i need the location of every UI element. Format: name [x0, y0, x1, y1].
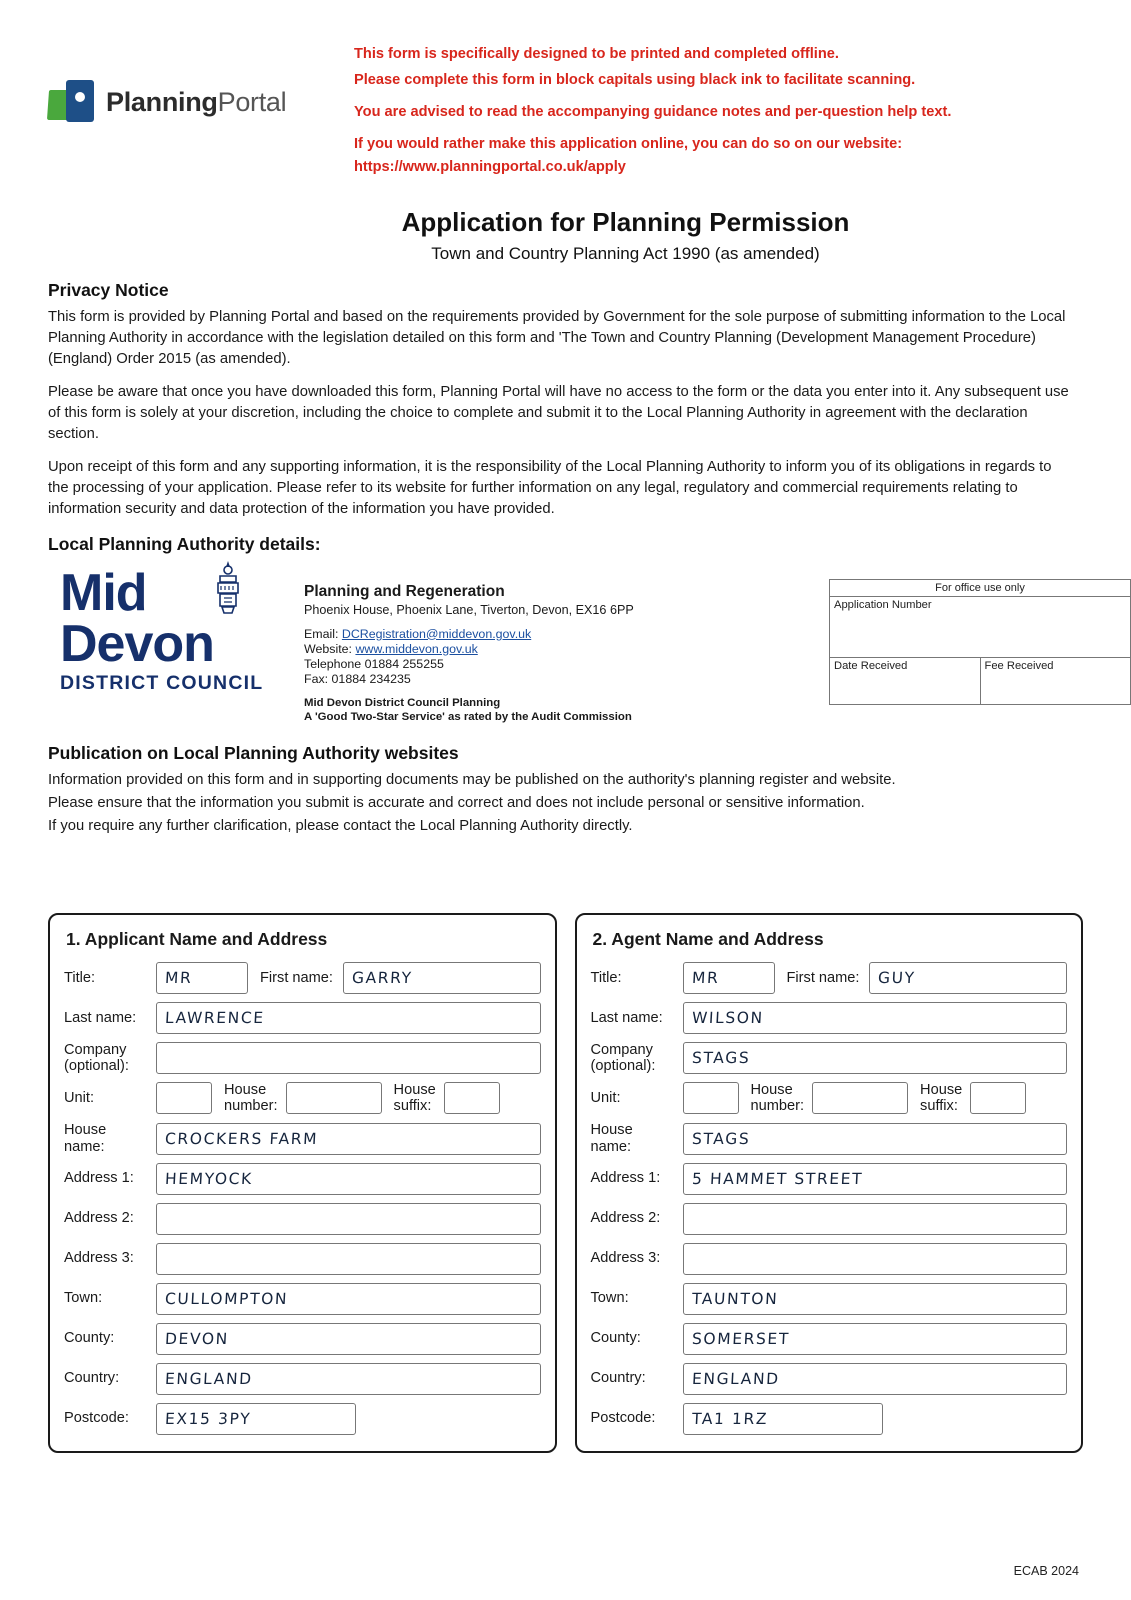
applicant-title-value: MR: [164, 969, 193, 988]
lpa-email-row: [304, 627, 829, 641]
agent-address3-row: [591, 1243, 1068, 1275]
applicant-title-label: Title:: [64, 969, 96, 986]
applicant-county-value: DEVON: [164, 1329, 230, 1348]
applicant-house-name-input[interactable]: [156, 1123, 541, 1155]
agent-house-number-input[interactable]: [812, 1082, 908, 1114]
agent-postcode-value: TA1 1RZ: [691, 1409, 769, 1428]
agent-unit-row: [591, 1082, 1068, 1114]
notice-line-4: If you would rather make this application online, you can do so on our website:: [354, 136, 903, 153]
privacy-heading: Privacy Notice: [48, 279, 169, 300]
lpa-address: Phoenix House, Phoenix Lane, Tiverton, Devon, EX16 6PP: [304, 602, 634, 617]
agent-house-name-label: [591, 1122, 683, 1154]
applicant-county-row: [64, 1323, 541, 1355]
agent-section: [575, 913, 1084, 1452]
applicant-house-number-label: [212, 1082, 286, 1114]
applicant-section: [48, 913, 557, 1452]
agent-address2-row: [591, 1203, 1068, 1235]
applicant-town-input[interactable]: [156, 1283, 541, 1315]
agent-company-row: [591, 1042, 1068, 1074]
publication-paragraph-3: If you require any further clarification, please contact the Local Planning Authority directly.: [48, 818, 633, 835]
office-fee-received-label: Fee Received: [984, 659, 1054, 672]
applicant-house-number-label-line2: number:: [224, 1098, 278, 1115]
agent-address3-label: Address 3:: [590, 1250, 661, 1267]
notice-line-3: You are advised to read the accompanying guidance notes and per-question help text.: [354, 104, 952, 121]
lpa-email-label: Email:: [304, 626, 339, 641]
lpa-website-label: Website:: [304, 641, 352, 656]
agent-address2-label: Address 2:: [590, 1210, 661, 1227]
council-logo-line2: Devon: [60, 615, 214, 674]
agent-address2-input[interactable]: [683, 1203, 1068, 1235]
logo-text-light: Portal: [217, 86, 287, 117]
agent-address3-input[interactable]: [683, 1243, 1068, 1275]
applicant-country-input[interactable]: [156, 1363, 541, 1395]
agent-house-suffix-label-line1: House: [920, 1082, 963, 1099]
agent-title-value: MR: [691, 969, 720, 988]
agent-house-name-label-line2: name:: [590, 1138, 632, 1155]
office-fee-received-field[interactable]: [981, 658, 1131, 704]
agent-address1-input[interactable]: [683, 1163, 1068, 1195]
council-logo-line3: DISTRICT COUNCIL: [60, 672, 264, 695]
lpa-footnote-2: A 'Good Two-Star Service' as rated by the Audit Commission: [304, 711, 632, 724]
applicant-company-label-line2: (optional):: [64, 1058, 129, 1075]
form-title-block: [0, 207, 1131, 264]
applicant-company-label: [64, 1042, 156, 1074]
applicant-house-name-value: CROCKERS FARM: [164, 1129, 319, 1148]
agent-address1-label: Address 1:: [590, 1170, 661, 1187]
office-date-received-field[interactable]: [830, 658, 981, 704]
applicant-address2-label: Address 2:: [64, 1210, 134, 1227]
agent-first-name-value: GUY: [878, 969, 917, 988]
lpa-details-block: [0, 563, 1131, 726]
lpa-telephone: Telephone 01884 255255: [304, 656, 444, 671]
office-application-number-field[interactable]: [830, 597, 1130, 658]
applicant-house-name-label-line2: name:: [64, 1138, 105, 1155]
privacy-paragraph-2: Please be aware that once you have downloaded this form, Planning Portal will have no access to the form or the data you enter into it. Any subsequent use of this form is solely at your discretion, including the choice to complete and submit it to the Local Planning Authority in agreement with the declaration section.: [48, 383, 1069, 442]
agent-first-name-label: First name:: [786, 970, 860, 987]
agent-house-suffix-label: [908, 1082, 970, 1114]
planning-portal-logo: [48, 44, 348, 124]
applicant-country-label: Country:: [64, 1370, 120, 1387]
agent-last-name-row: [591, 1002, 1068, 1034]
applicant-first-name-input[interactable]: [343, 962, 541, 994]
agent-name-row: [591, 962, 1068, 994]
lpa-website-value[interactable]: www.middevon.gov.uk: [355, 641, 478, 656]
agent-county-input[interactable]: [683, 1323, 1068, 1355]
agent-company-value: STAGS: [691, 1049, 751, 1068]
applicant-company-row: [64, 1042, 541, 1074]
applicant-house-number-label-line1: House: [224, 1082, 267, 1099]
agent-title-label: Title:: [590, 969, 622, 986]
applicant-postcode-input[interactable]: [156, 1403, 356, 1435]
red-notice-block: [348, 44, 1071, 183]
applicant-unit-label: Unit:: [64, 1090, 95, 1107]
applicant-unit-row: [64, 1082, 541, 1114]
lpa-website-row: [304, 642, 829, 656]
applicant-country-value: ENGLAND: [164, 1369, 254, 1388]
privacy-section: [0, 280, 1131, 555]
lpa-fax: Fax: 01884 234235: [304, 671, 411, 686]
publication-heading: Publication on Local Planning Authority websites: [48, 743, 459, 764]
applicant-company-label-line1: Company: [64, 1042, 127, 1059]
applicant-first-name-value: GARRY: [351, 969, 414, 988]
agent-town-input[interactable]: [683, 1283, 1068, 1315]
applicant-address3-label: Address 3:: [64, 1250, 134, 1267]
agent-postcode-label: Postcode:: [590, 1410, 656, 1427]
applicant-house-name-label: [64, 1122, 156, 1154]
applicant-house-suffix-label: [382, 1082, 444, 1114]
notice-url[interactable]: https://www.planningportal.co.uk/apply: [354, 158, 626, 175]
applicant-town-value: CULLOMPTON: [164, 1289, 289, 1308]
applicant-address1-row: [64, 1163, 541, 1195]
agent-county-value: SOMERSET: [691, 1329, 790, 1348]
agent-section-title: 2. Agent Name and Address: [592, 929, 824, 950]
office-application-number-label: Application Number: [834, 598, 932, 611]
lpa-heading: Local Planning Authority details:: [48, 533, 321, 554]
agent-postcode-input[interactable]: [683, 1403, 883, 1435]
agent-town-value: TAUNTON: [691, 1289, 779, 1308]
footer-code: ECAB 2024: [1013, 1564, 1079, 1578]
applicant-address3-row: [64, 1243, 541, 1275]
page-header: [0, 0, 1131, 183]
logo-text-bold: Planning: [106, 86, 218, 117]
applicant-house-name-label-line1: House: [64, 1122, 107, 1139]
applicant-town-label: Town:: [64, 1290, 103, 1307]
agent-house-name-input[interactable]: [683, 1123, 1068, 1155]
applicant-house-suffix-label-line2: suffix:: [393, 1098, 432, 1115]
agent-house-number-label: [739, 1082, 813, 1114]
applicant-title-input[interactable]: [156, 962, 248, 994]
applicant-last-name-value: LAWRENCE: [164, 1009, 266, 1028]
applicant-town-row: [64, 1283, 541, 1315]
office-use-header: For office use only: [830, 580, 1130, 597]
agent-country-row: [591, 1363, 1068, 1395]
applicant-house-number-input[interactable]: [286, 1082, 382, 1114]
agent-postcode-row: [591, 1403, 1068, 1435]
council-logo-line1: Mid: [60, 563, 147, 622]
agent-address1-value: 5 HAMMET STREET: [691, 1169, 864, 1188]
privacy-paragraph-1: This form is provided by Planning Portal and based on the requirements provided by Government for the sole purpose of submitting information to the Local Planning Authority in accordance with the legislation detailed on this form and 'The Town and Country Planning (Development Management Procedure) (England) Order 2015 (as amended).: [48, 308, 1066, 367]
office-date-received-label: Date Received: [834, 659, 908, 672]
publication-section: [0, 743, 1131, 837]
applicant-address2-input[interactable]: [156, 1203, 541, 1235]
applicant-address2-row: [64, 1203, 541, 1235]
agent-house-name-label-line1: House: [590, 1122, 633, 1139]
agent-house-suffix-input[interactable]: [970, 1082, 1026, 1114]
applicant-country-row: [64, 1363, 541, 1395]
agent-country-input[interactable]: [683, 1363, 1068, 1395]
agent-house-number-label-line2: number:: [750, 1098, 805, 1115]
lpa-email-value[interactable]: DCRegistration@middevon.gov.uk: [341, 626, 532, 641]
agent-last-name-label: Last name:: [590, 1009, 663, 1026]
applicant-address1-value: HEMYOCK: [164, 1169, 254, 1188]
publication-paragraph-1: Information provided on this form and in supporting documents may be published on the authority's planning register and website.: [48, 772, 896, 789]
applicant-postcode-label: Postcode:: [64, 1410, 129, 1427]
lpa-footnote-1: Mid Devon District Council Planning: [304, 696, 501, 709]
agent-last-name-input[interactable]: [683, 1002, 1068, 1034]
agent-unit-label: Unit:: [590, 1090, 621, 1107]
agent-address1-row: [591, 1163, 1068, 1195]
agent-county-label: County:: [590, 1330, 641, 1347]
agent-country-label: Country:: [590, 1370, 646, 1387]
agent-company-label-line1: Company: [590, 1042, 653, 1059]
publication-paragraph-2: Please ensure that the information you submit is accurate and correct and does not include personal or sensitive information.: [48, 795, 865, 812]
planning-portal-logo-icon: [48, 80, 96, 124]
planning-portal-wordmark: [106, 87, 286, 118]
agent-company-input[interactable]: [683, 1042, 1068, 1074]
applicant-last-name-input[interactable]: [156, 1002, 541, 1034]
applicant-postcode-value: EX15 3PY: [164, 1409, 252, 1428]
applicant-address1-label: Address 1:: [64, 1170, 134, 1187]
agent-town-label: Town:: [590, 1290, 629, 1307]
applicant-company-input[interactable]: [156, 1042, 541, 1074]
applicant-house-suffix-input[interactable]: [444, 1082, 500, 1114]
applicant-last-name-row: [64, 1002, 541, 1034]
agent-house-name-value: STAGS: [691, 1129, 751, 1148]
agent-unit-input[interactable]: [683, 1082, 739, 1114]
applicant-postcode-row: [64, 1403, 541, 1435]
agent-house-number-label-line1: House: [750, 1082, 793, 1099]
applicant-address1-input[interactable]: [156, 1163, 541, 1195]
agent-company-label-line2: (optional):: [590, 1058, 656, 1075]
applicant-house-name-row: [64, 1122, 541, 1154]
applicant-address3-input[interactable]: [156, 1243, 541, 1275]
mid-devon-council-logo: [60, 563, 290, 695]
privacy-paragraph-3: Upon receipt of this form and any supporting information, it is the responsibility of the Local Planning Authority to inform you of its obligations in regards to the processing of your application. Please refer to its website for further information on any legal, regulatory and commercial requirements relating to information security and data protection of the information you have provided.: [48, 458, 1052, 517]
agent-county-row: [591, 1323, 1068, 1355]
agent-first-name-input[interactable]: [869, 962, 1067, 994]
applicant-unit-input[interactable]: [156, 1082, 212, 1114]
lpa-department: Planning and Regeneration: [304, 582, 505, 600]
agent-house-name-row: [591, 1122, 1068, 1154]
page-title: Application for Planning Permission: [401, 206, 850, 237]
address-sections: [0, 913, 1131, 1452]
applicant-name-row: [64, 962, 541, 994]
applicant-last-name-label: Last name:: [64, 1009, 137, 1026]
notice-line-1: This form is specifically designed to be printed and completed offline.: [354, 46, 839, 62]
agent-house-suffix-label-line2: suffix:: [920, 1098, 958, 1115]
page-subtitle: Town and Country Planning Act 1990 (as amended): [431, 243, 820, 263]
agent-company-label: [591, 1042, 683, 1074]
agent-country-value: ENGLAND: [691, 1369, 780, 1388]
agent-town-row: [591, 1283, 1068, 1315]
agent-title-input[interactable]: [683, 962, 775, 994]
office-use-box: [829, 579, 1131, 705]
council-crest-icon: [208, 559, 248, 621]
applicant-county-label: County:: [64, 1330, 115, 1347]
applicant-county-input[interactable]: [156, 1323, 541, 1355]
lpa-contact-details: [290, 569, 829, 726]
notice-line-2: Please complete this form in block capitals using black ink to facilitate scanning.: [354, 72, 916, 89]
applicant-first-name-label: First name:: [260, 970, 333, 987]
agent-last-name-value: WILSON: [691, 1009, 764, 1028]
applicant-section-title: 1. Applicant Name and Address: [66, 929, 328, 950]
applicant-house-suffix-label-line1: House: [393, 1082, 436, 1099]
